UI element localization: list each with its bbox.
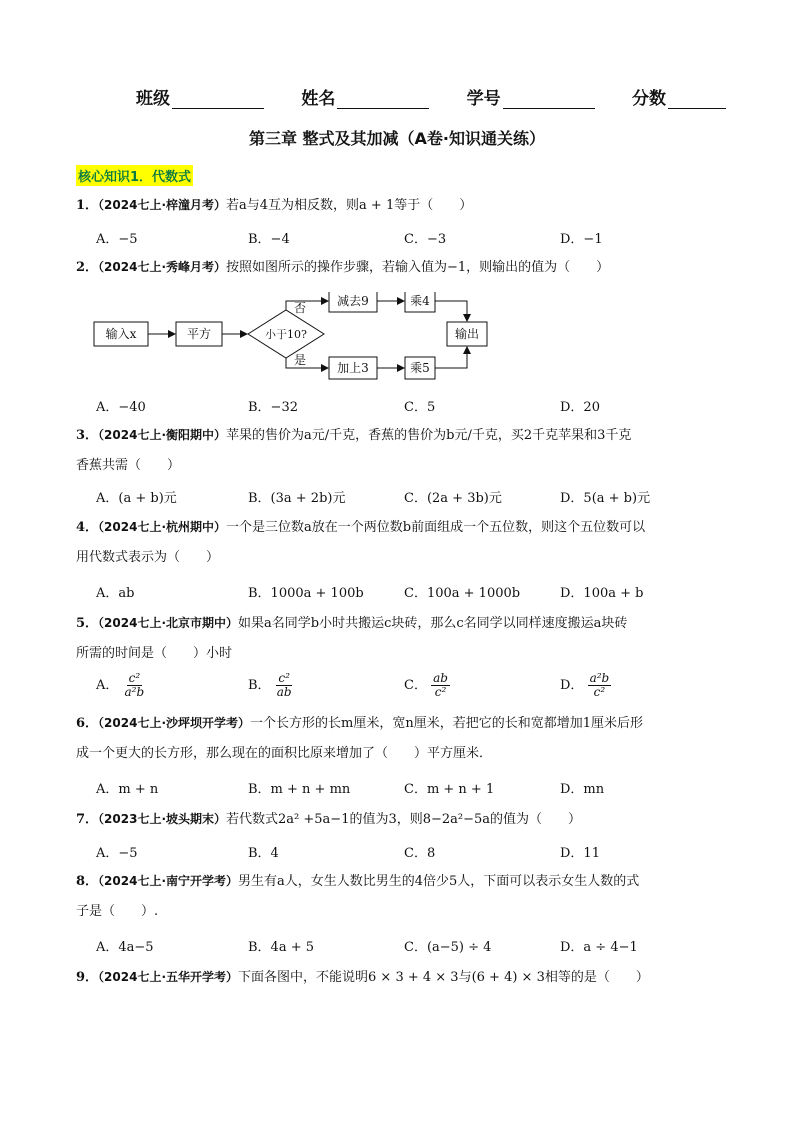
option-c[interactable]: C．(2a + 3b)元	[404, 491, 502, 506]
option-b[interactable]: B．4	[248, 846, 279, 861]
no-label: 否	[293, 301, 307, 315]
option-d[interactable]: D．20	[560, 400, 600, 415]
option-d[interactable]: D．mn	[560, 782, 605, 797]
option-b[interactable]: B．m + n + mn	[248, 782, 351, 797]
score-label: 分数	[631, 89, 666, 109]
option-a[interactable]: A． $\frac{\text{c²}}{\text{a²b}}$	[96, 671, 145, 699]
option-a[interactable]: A．4a−5	[96, 940, 154, 955]
question-9: 9．（2024七上·五华开学考）下面各图中，不能说明6 × 3 + 4 × 3与(6 + 4) × 3相等的是（ ）	[76, 970, 649, 985]
times5-label: 乘5	[410, 361, 430, 375]
output-label: 输出	[454, 327, 480, 341]
question-1: 1．（2024七上·梓潼月考）若a与4互为相反数，则a + 1等于（ ）	[76, 198, 473, 213]
question-1-options	[96, 228, 716, 252]
question-3-options	[96, 487, 716, 511]
question-8-options	[96, 936, 716, 960]
input-label: 输入x	[105, 327, 137, 341]
question-4-options	[96, 582, 716, 606]
question-4: 4．（2024七上·杭州期中）一个是三位数a放在一个两位数b前面组成一个五位数，则这个五位数可以 用代数式表示为（ ）	[76, 520, 646, 565]
id-label: 学号	[466, 89, 501, 109]
score-blank[interactable]	[668, 88, 726, 109]
option-b[interactable]: B．4a + 5	[248, 940, 315, 955]
question-7-options	[96, 842, 716, 866]
option-d[interactable]: D．a ÷ 4−1	[560, 940, 638, 955]
option-a[interactable]: A．−40	[96, 400, 146, 415]
option-d[interactable]: D． $\frac{\text{a²b}}{\text{c²}}$	[560, 671, 610, 699]
question-2: 2．（2024七上·秀峰月考）按照如图所示的操作步骤，若输入值为−1，则输出的值为（ ）	[76, 260, 610, 275]
option-a[interactable]: A．−5	[96, 232, 138, 247]
page-title: 第三章 整式及其加减（A卷·知识通关练）	[248, 129, 546, 148]
question-6: 6．（2024七上·沙坪坝开学考）一个长方形的长m厘米，宽n厘米，若把它的长和宽都增加1厘米后形 成一个更大的长方形，那么现在的面积比原来增加了（ ）平方厘米．	[76, 716, 643, 761]
option-d[interactable]: D．5(a + b)元	[560, 491, 651, 506]
option-a[interactable]: A．−5	[96, 846, 138, 861]
class-field	[136, 84, 264, 109]
option-b[interactable]: B．1000a + 100b	[248, 586, 364, 601]
option-c[interactable]: C．m + n + 1	[404, 782, 495, 797]
fraction: $\frac{\text{c²}}{ab}$	[276, 671, 292, 699]
question-3: 3．（2024七上·衡阳期中）苹果的售价为a元/千克，香蕉的售价为b元/千克，买2千克苹果和3千克 香蕉共需（ ）	[76, 428, 632, 473]
question-7: 7．（2023七上·坡头期末）若代数式2a² +5a−1的值为3，则8−2a²−5a的值为（ ）	[76, 812, 582, 827]
option-b[interactable]: B．(3a + 2b)元	[248, 491, 346, 506]
section-heading: 核心知识1．代数式	[76, 165, 193, 186]
times4-label: 乘4	[410, 294, 430, 308]
question-2-options	[96, 396, 716, 420]
option-d[interactable]: D．−1	[560, 232, 603, 247]
option-c[interactable]: C．−3	[404, 232, 447, 247]
student-info-line	[136, 84, 726, 109]
name-field	[301, 84, 429, 109]
yes-label: 是	[293, 353, 307, 367]
flowchart-diagram	[92, 292, 492, 382]
option-d[interactable]: D．11	[560, 846, 600, 861]
question-8: 8．（2024七上·南宁开学考）男生有a人，女生人数比男生的4倍少5人，下面可以表示女生人数的式 子是（ ）.	[76, 874, 640, 919]
option-d[interactable]: D．100a + b	[560, 586, 644, 601]
option-c[interactable]: C． $\frac{ab}{\text{c²}}$	[404, 671, 448, 699]
option-c[interactable]: C．(a−5) ÷ 4	[404, 940, 492, 955]
option-a[interactable]: A．m + n	[96, 782, 159, 797]
square-label: 平方	[186, 327, 212, 341]
fraction: $\frac{ab}{\text{c²}}$	[433, 671, 448, 699]
option-c[interactable]: C．5	[404, 400, 436, 415]
option-b[interactable]: B．−32	[248, 400, 298, 415]
option-c[interactable]: C．100a + 1000b	[404, 586, 521, 601]
class-label: 班级	[136, 89, 170, 109]
score-field	[632, 84, 726, 109]
name-blank[interactable]	[337, 88, 429, 109]
option-a[interactable]: A．ab	[96, 586, 135, 601]
question-6-options	[96, 778, 716, 802]
question-5: 5．（2024七上·北京市期中）如果a名同学b小时共搬运c块砖，那么c名同学以同样速度搬运a块砖 所需的时间是（ ）小时	[76, 616, 628, 661]
option-a[interactable]: A．(a + b)元	[96, 491, 177, 506]
class-blank[interactable]	[172, 88, 264, 109]
question-5-options	[96, 672, 716, 706]
name-label: 姓名	[301, 89, 336, 109]
id-blank[interactable]	[503, 88, 595, 109]
plus3-label: 加上3	[337, 361, 369, 375]
option-b[interactable]: B．−4	[248, 232, 290, 247]
option-b[interactable]: B． $\frac{\text{c²}}{ab}$	[248, 671, 292, 699]
id-field	[467, 84, 595, 109]
decision-label: 小于10?	[265, 328, 307, 341]
option-c[interactable]: C．8	[404, 846, 436, 861]
minus9-label: 减去9	[337, 294, 369, 308]
fraction: $\frac{\text{c²}}{\text{a²b}}$	[124, 671, 145, 699]
fraction: $\frac{\text{a²b}}{\text{c²}}$	[589, 671, 610, 699]
